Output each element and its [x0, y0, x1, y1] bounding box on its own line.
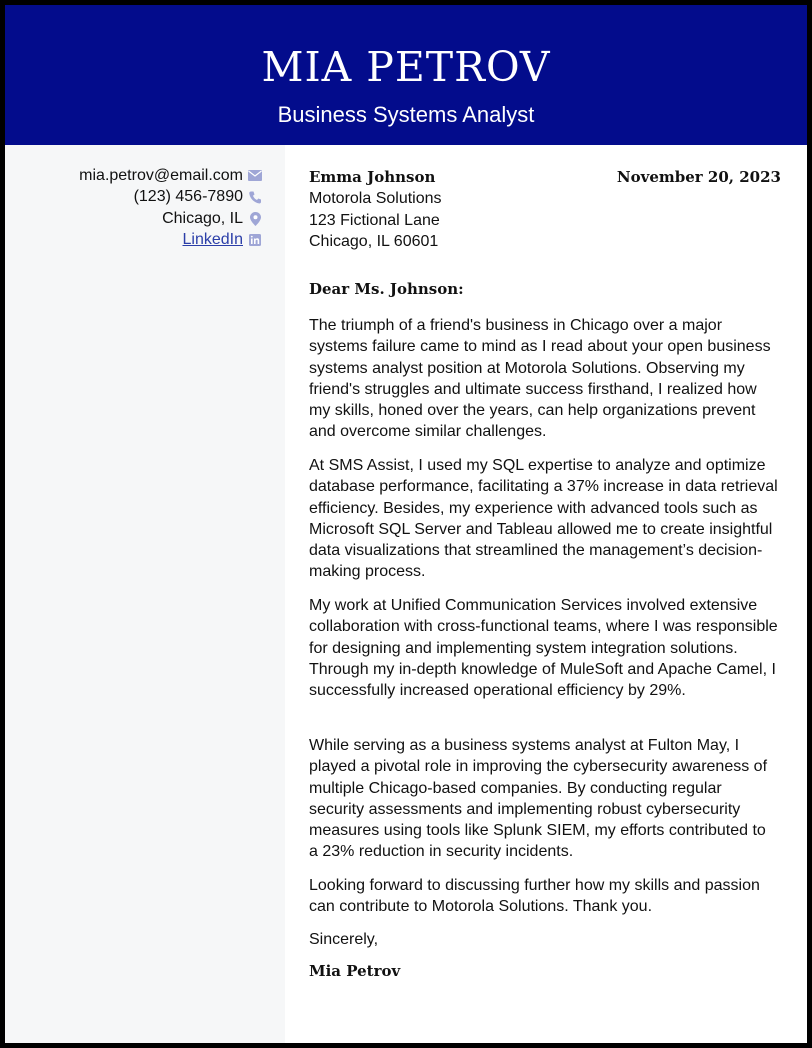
signature: Mia Petrov	[309, 962, 401, 980]
email-text: mia.petrov@email.com	[79, 166, 243, 184]
body-paragraph-1: The triumph of a friend's business in Chicago over a major systems failure came to mind as I read about your open business systems analyst position at Motorola Solutions. Observing my friend's struggles and ultimate success firsthand, I realized how my skills, honed over the years, can help organizations prevent and overcome similar challenges.	[309, 317, 771, 441]
body-paragraph-5: Looking forward to discussing further how my skills and passion can contribute to Motorola Solutions. Thank you.	[309, 877, 760, 916]
location-text: Chicago, IL	[162, 209, 243, 227]
sidebar	[5, 145, 285, 1043]
contact-list	[5, 165, 263, 251]
recipient-street: 123 Fictional Lane	[309, 211, 440, 229]
recipient-city: Chicago, IL 60601	[309, 232, 439, 250]
linkedin-icon[interactable]	[247, 233, 263, 247]
recipient-name: Emma Johnson	[309, 168, 436, 186]
applicant-name: MIA PETROV	[261, 43, 551, 91]
phone-icon	[247, 190, 263, 204]
cover-letter-page	[5, 5, 807, 1043]
linkedin-link[interactable]: LinkedIn	[182, 231, 243, 249]
recipient-company: Motorola Solutions	[309, 190, 442, 208]
salutation: Dear Ms. Johnson:	[309, 280, 464, 298]
letter-date: November 20, 2023	[616, 168, 781, 186]
contact-email	[5, 165, 263, 187]
job-title: Business Systems Analyst	[277, 102, 535, 127]
contact-linkedin[interactable]	[5, 230, 263, 252]
location-pin-icon	[247, 212, 263, 226]
envelope-icon	[247, 169, 263, 183]
recipient-block	[309, 167, 442, 252]
header-banner	[5, 5, 807, 145]
contact-phone	[5, 187, 263, 209]
closing: Sincerely,	[309, 931, 379, 948]
body-paragraph-4: While serving as a business systems analyst at Fulton May, I played a pivotal role in improving the cybersecurity awareness of multiple Chicago-based companies. By conducting regular security assessments and implementing robust cybersecurity measures using tools like Splunk SIEM, my efforts contributed to a 23% reduction in security incidents.	[309, 737, 768, 861]
phone-text: (123) 456-7890	[133, 188, 243, 206]
body-paragraph-3: My work at Unified Communication Services involved extensive collaboration with cross-functional teams, where I was responsible for designing and implementing system integration solutions. Through my in-depth knowledge of MuleSoft and Apache Camel, I successfully increased operational efficiency by 29%.	[309, 597, 778, 700]
contact-location	[5, 208, 263, 230]
body-paragraph-2: At SMS Assist, I used my SQL expertise to analyze and optimize database performance, facilitating a 37% increase in data retrieval efficiency. Besides, my experience with advanced tools such as Microsoft SQL Server and Tableau allowed me to create insightful data visualizations that streamlined the management’s decision-making process.	[309, 457, 778, 581]
